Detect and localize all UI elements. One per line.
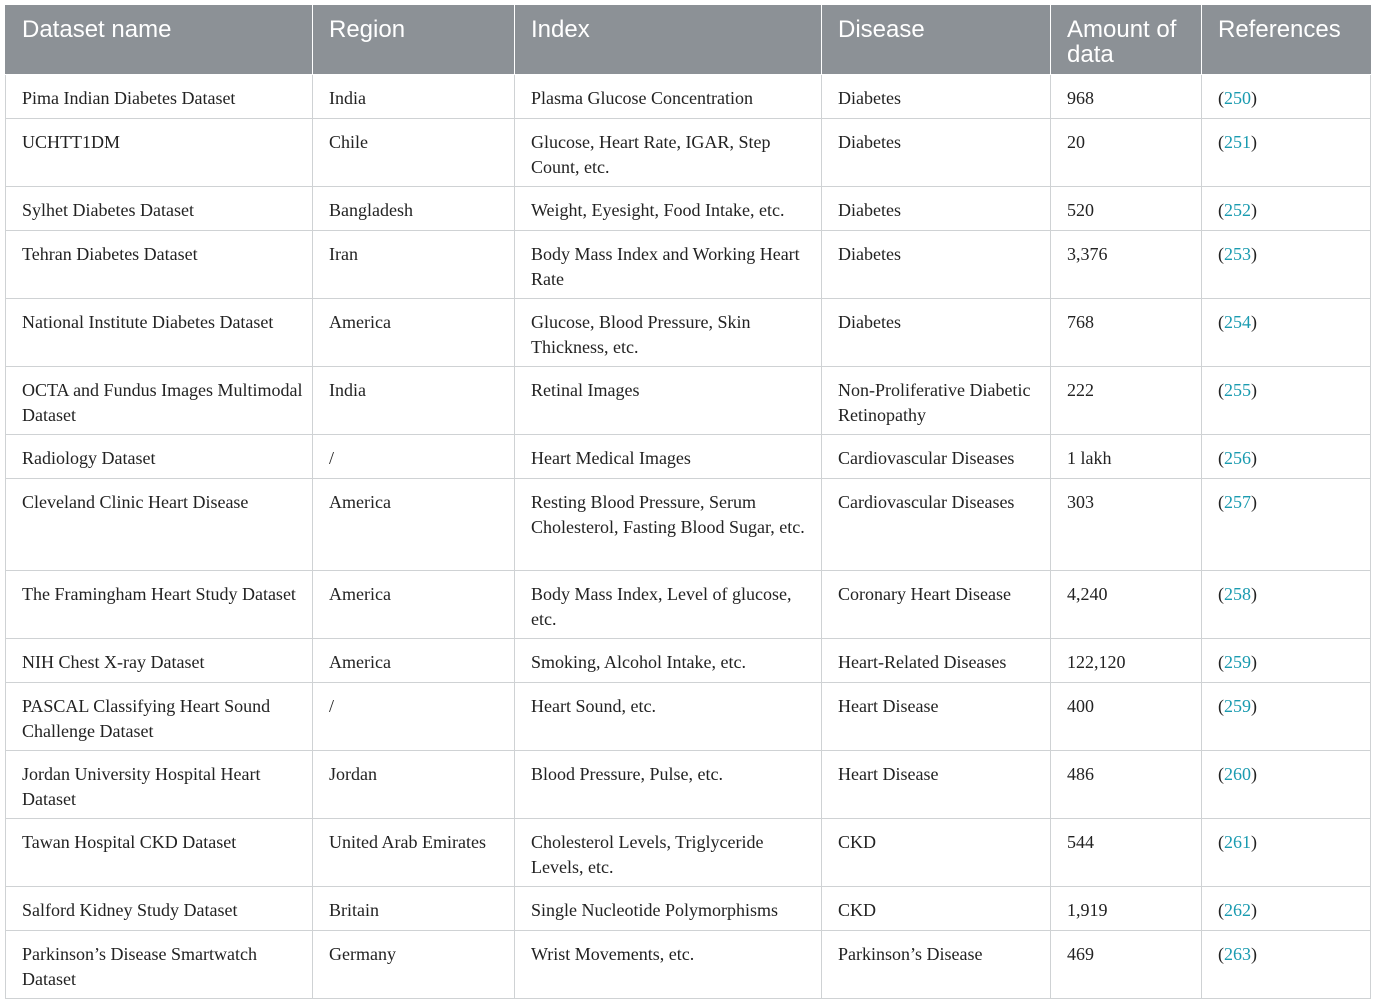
cell-amount: 303 xyxy=(1051,479,1202,571)
cell-reference xyxy=(1202,571,1371,639)
reference-link[interactable]: 259 xyxy=(1224,696,1251,716)
paren-close: ) xyxy=(1251,584,1257,604)
cell-reference xyxy=(1202,683,1371,751)
cell-index: Glucose, Blood Pressure, Skin Thickness, etc. xyxy=(515,299,822,367)
paren-open: ( xyxy=(1218,652,1224,672)
cell-amount: 1 lakh xyxy=(1051,435,1202,479)
paren-open: ( xyxy=(1218,492,1224,512)
paren-open: ( xyxy=(1218,448,1224,468)
paren-open: ( xyxy=(1218,380,1224,400)
table-header xyxy=(6,6,1371,75)
cell-dataset-name: Cleveland Clinic Heart Disease xyxy=(6,479,313,571)
cell-region: Bangladesh xyxy=(313,187,515,231)
cell-index: Heart Sound, etc. xyxy=(515,683,822,751)
reference-link[interactable]: 260 xyxy=(1224,764,1251,784)
reference-link[interactable]: 259 xyxy=(1224,652,1251,672)
cell-region: America xyxy=(313,299,515,367)
cell-index: Resting Blood Pressure, Serum Cholesterol, Fasting Blood Sugar, etc. xyxy=(515,479,822,571)
paren-close: ) xyxy=(1251,900,1257,920)
table-row xyxy=(6,231,1371,299)
table-row xyxy=(6,931,1371,999)
cell-disease: Diabetes xyxy=(822,299,1051,367)
cell-disease: Heart Disease xyxy=(822,751,1051,819)
cell-dataset-name: Tawan Hospital CKD Dataset xyxy=(6,819,313,887)
cell-dataset-name: Radiology Dataset xyxy=(6,435,313,479)
cell-amount: 4,240 xyxy=(1051,571,1202,639)
header-amount-of-data: Amount of data xyxy=(1051,6,1202,75)
cell-dataset-name: Sylhet Diabetes Dataset xyxy=(6,187,313,231)
paren-close: ) xyxy=(1251,652,1257,672)
cell-reference xyxy=(1202,639,1371,683)
reference-link[interactable]: 257 xyxy=(1224,492,1251,512)
cell-disease: Diabetes xyxy=(822,119,1051,187)
cell-disease: Cardiovascular Diseases xyxy=(822,479,1051,571)
cell-dataset-name: OCTA and Fundus Images Multimodal Dataset xyxy=(6,367,313,435)
paren-close: ) xyxy=(1251,944,1257,964)
paren-open: ( xyxy=(1218,88,1224,108)
table-row xyxy=(6,75,1371,119)
cell-reference xyxy=(1202,887,1371,931)
cell-disease: Heart Disease xyxy=(822,683,1051,751)
table-row xyxy=(6,299,1371,367)
table-row xyxy=(6,819,1371,887)
datasets-table xyxy=(5,5,1371,999)
cell-region: / xyxy=(313,683,515,751)
table-row xyxy=(6,751,1371,819)
table-row xyxy=(6,683,1371,751)
paren-close: ) xyxy=(1251,200,1257,220)
cell-index: Smoking, Alcohol Intake, etc. xyxy=(515,639,822,683)
cell-reference xyxy=(1202,231,1371,299)
table-row xyxy=(6,367,1371,435)
cell-amount: 122,120 xyxy=(1051,639,1202,683)
reference-link[interactable]: 252 xyxy=(1224,200,1251,220)
cell-dataset-name: Pima Indian Diabetes Dataset xyxy=(6,75,313,119)
cell-amount: 486 xyxy=(1051,751,1202,819)
paren-close: ) xyxy=(1251,88,1257,108)
cell-amount: 469 xyxy=(1051,931,1202,999)
table-row xyxy=(6,571,1371,639)
header-row xyxy=(6,6,1371,75)
paren-open: ( xyxy=(1218,200,1224,220)
paren-close: ) xyxy=(1251,696,1257,716)
table-row xyxy=(6,435,1371,479)
reference-link[interactable]: 262 xyxy=(1224,900,1251,920)
cell-index: Plasma Glucose Concentration xyxy=(515,75,822,119)
cell-index: Body Mass Index, Level of glucose, etc. xyxy=(515,571,822,639)
cell-region: / xyxy=(313,435,515,479)
paren-close: ) xyxy=(1251,448,1257,468)
cell-region: United Arab Emirates xyxy=(313,819,515,887)
cell-reference xyxy=(1202,751,1371,819)
cell-reference xyxy=(1202,819,1371,887)
reference-link[interactable]: 250 xyxy=(1224,88,1251,108)
paren-close: ) xyxy=(1251,764,1257,784)
cell-index: Wrist Movements, etc. xyxy=(515,931,822,999)
table-row xyxy=(6,887,1371,931)
cell-dataset-name: Parkinson’s Disease Smartwatch Dataset xyxy=(6,931,313,999)
reference-link[interactable]: 255 xyxy=(1224,380,1251,400)
cell-disease: Diabetes xyxy=(822,187,1051,231)
cell-index: Heart Medical Images xyxy=(515,435,822,479)
cell-disease: CKD xyxy=(822,887,1051,931)
cell-region: Britain xyxy=(313,887,515,931)
paren-open: ( xyxy=(1218,244,1224,264)
paren-open: ( xyxy=(1218,944,1224,964)
header-references: References xyxy=(1202,6,1371,75)
cell-amount: 768 xyxy=(1051,299,1202,367)
cell-reference xyxy=(1202,479,1371,571)
cell-reference xyxy=(1202,299,1371,367)
cell-disease: Coronary Heart Disease xyxy=(822,571,1051,639)
cell-amount: 520 xyxy=(1051,187,1202,231)
paren-close: ) xyxy=(1251,312,1257,332)
paren-close: ) xyxy=(1251,132,1257,152)
paren-open: ( xyxy=(1218,764,1224,784)
paren-close: ) xyxy=(1251,832,1257,852)
cell-dataset-name: Jordan University Hospital Heart Dataset xyxy=(6,751,313,819)
cell-dataset-name: UCHTT1DM xyxy=(6,119,313,187)
cell-disease: CKD xyxy=(822,819,1051,887)
cell-region: India xyxy=(313,367,515,435)
cell-index: Blood Pressure, Pulse, etc. xyxy=(515,751,822,819)
cell-dataset-name: The Framingham Heart Study Dataset xyxy=(6,571,313,639)
header-index: Index xyxy=(515,6,822,75)
cell-amount: 968 xyxy=(1051,75,1202,119)
reference-link[interactable]: 254 xyxy=(1224,312,1251,332)
cell-dataset-name: National Institute Diabetes Dataset xyxy=(6,299,313,367)
cell-reference xyxy=(1202,435,1371,479)
cell-disease: Diabetes xyxy=(822,231,1051,299)
paren-close: ) xyxy=(1251,380,1257,400)
cell-disease: Diabetes xyxy=(822,75,1051,119)
cell-index: Cholesterol Levels, Triglyceride Levels, etc. xyxy=(515,819,822,887)
cell-index: Body Mass Index and Working Heart Rate xyxy=(515,231,822,299)
reference-link[interactable]: 258 xyxy=(1224,584,1251,604)
table-row xyxy=(6,119,1371,187)
cell-region: Chile xyxy=(313,119,515,187)
cell-disease: Parkinson’s Disease xyxy=(822,931,1051,999)
cell-disease: Cardiovascular Diseases xyxy=(822,435,1051,479)
cell-dataset-name: PASCAL Classifying Heart Sound Challenge Dataset xyxy=(6,683,313,751)
cell-amount: 1,919 xyxy=(1051,887,1202,931)
cell-reference xyxy=(1202,75,1371,119)
cell-region: India xyxy=(313,75,515,119)
reference-link[interactable]: 253 xyxy=(1224,244,1251,264)
table-row xyxy=(6,187,1371,231)
table-body xyxy=(6,75,1371,999)
cell-amount: 544 xyxy=(1051,819,1202,887)
cell-disease: Heart-Related Diseases xyxy=(822,639,1051,683)
cell-region: America xyxy=(313,639,515,683)
paren-open: ( xyxy=(1218,312,1224,332)
reference-link[interactable]: 251 xyxy=(1224,132,1251,152)
cell-region: Jordan xyxy=(313,751,515,819)
cell-reference xyxy=(1202,367,1371,435)
header-dataset-name: Dataset name xyxy=(6,6,313,75)
header-disease: Disease xyxy=(822,6,1051,75)
cell-index: Glucose, Heart Rate, IGAR, Step Count, etc. xyxy=(515,119,822,187)
cell-dataset-name: Tehran Diabetes Dataset xyxy=(6,231,313,299)
cell-dataset-name: NIH Chest X-ray Dataset xyxy=(6,639,313,683)
table-row xyxy=(6,479,1371,571)
paren-open: ( xyxy=(1218,832,1224,852)
cell-reference xyxy=(1202,931,1371,999)
reference-link[interactable]: 256 xyxy=(1224,448,1251,468)
paren-open: ( xyxy=(1218,900,1224,920)
cell-index: Weight, Eyesight, Food Intake, etc. xyxy=(515,187,822,231)
cell-amount: 3,376 xyxy=(1051,231,1202,299)
cell-region: America xyxy=(313,479,515,571)
cell-index: Single Nucleotide Polymorphisms xyxy=(515,887,822,931)
cell-reference xyxy=(1202,187,1371,231)
cell-index: Retinal Images xyxy=(515,367,822,435)
paren-open: ( xyxy=(1218,696,1224,716)
cell-region: Germany xyxy=(313,931,515,999)
reference-link[interactable]: 261 xyxy=(1224,832,1251,852)
cell-region: Iran xyxy=(313,231,515,299)
cell-amount: 20 xyxy=(1051,119,1202,187)
table-row xyxy=(6,639,1371,683)
paren-close: ) xyxy=(1251,244,1257,264)
cell-region: America xyxy=(313,571,515,639)
cell-reference xyxy=(1202,119,1371,187)
cell-dataset-name: Salford Kidney Study Dataset xyxy=(6,887,313,931)
reference-link[interactable]: 263 xyxy=(1224,944,1251,964)
header-region: Region xyxy=(313,6,515,75)
paren-open: ( xyxy=(1218,584,1224,604)
cell-amount: 400 xyxy=(1051,683,1202,751)
cell-disease: Non-Proliferative Diabetic Retinopathy xyxy=(822,367,1051,435)
paren-open: ( xyxy=(1218,132,1224,152)
cell-amount: 222 xyxy=(1051,367,1202,435)
paren-close: ) xyxy=(1251,492,1257,512)
